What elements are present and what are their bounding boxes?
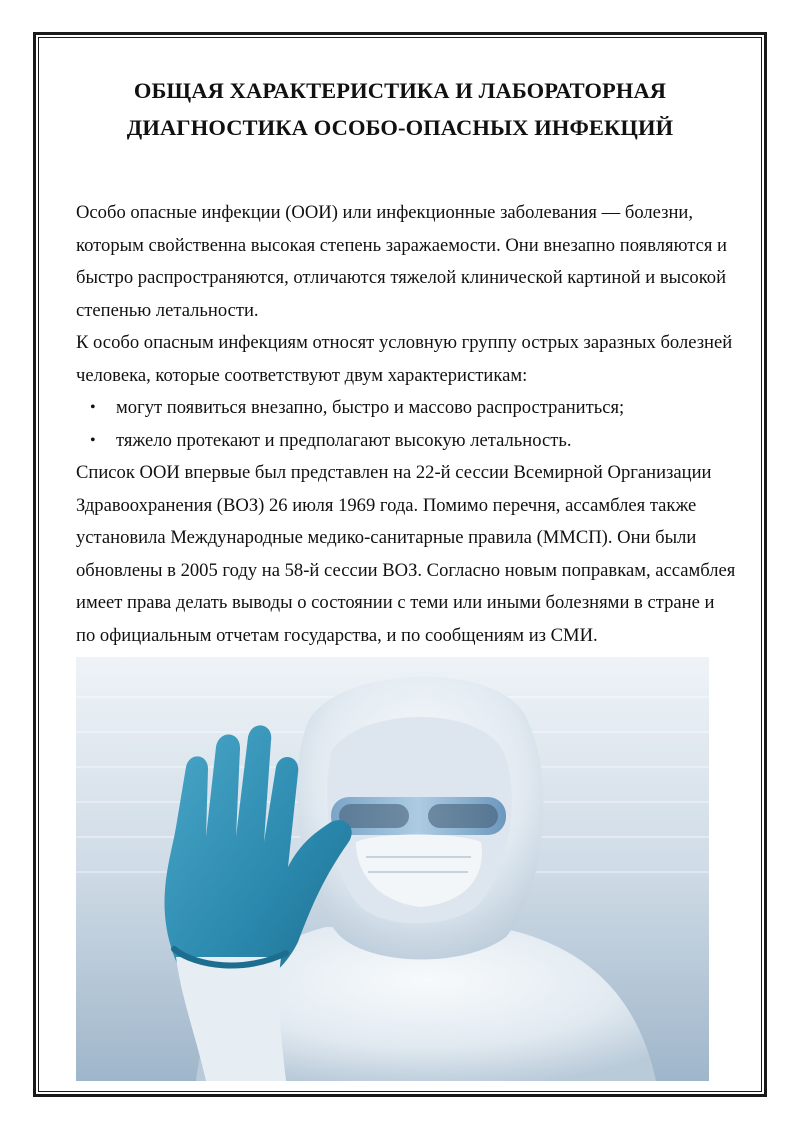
bullet-icon: • [90,431,96,449]
title-line-1: ОБЩАЯ ХАРАКТЕРИСТИКА И ЛАБОРАТОРНАЯ [133,78,667,103]
list-item-text: могут появиться внезапно, быстро и массово распространиться; [116,397,625,418]
list-item-text: тяжело протекают и предполагают высокую летальность. [116,429,572,451]
title-line-2: ДИАГНОСТИКА ОСОБО-ОПАСНЫХ ИНФЕКЦИЙ [126,115,674,140]
list-item [76,425,736,458]
protective-suit-photo [76,657,709,1081]
protective-suit-illustration [76,657,709,1081]
characteristics-list [76,392,736,457]
paragraph-intro: Особо опасные инфекции (ООИ) или инфекционные заболевания — болезни, которым свойственна высокая степень заражаемости. Они внезапно появляются и быстро распространяются, отличаются тяжелой клинической картиной и высокой степенью летальности. [76,202,727,321]
bullet-icon: • [90,399,96,416]
paragraph-history: Список ООИ впервые был представлен на 22-й сессии Всемирной Организации Здравоохранения (ВОЗ) 26 июля 1969 года. Помимо перечня, ассамблея также установила Международные медико-санитарные правила (ММСП). Они были обновлены в 2005 году на 58-й сессии ВОЗ. Согласно новым поправкам, ассамблея имеет права делать выводы о состоянии с теми или иными болезнями в стране и по официальным отчетам государства, и по сообщениям из СМИ. [76,462,736,646]
list-item [76,392,736,425]
paragraph-definition: К особо опасным инфекциям относят условную группу острых заразных болезней человека, которые соответствуют двум характеристикам: [76,332,733,386]
document-body [76,197,736,652]
document-title [60,72,740,146]
